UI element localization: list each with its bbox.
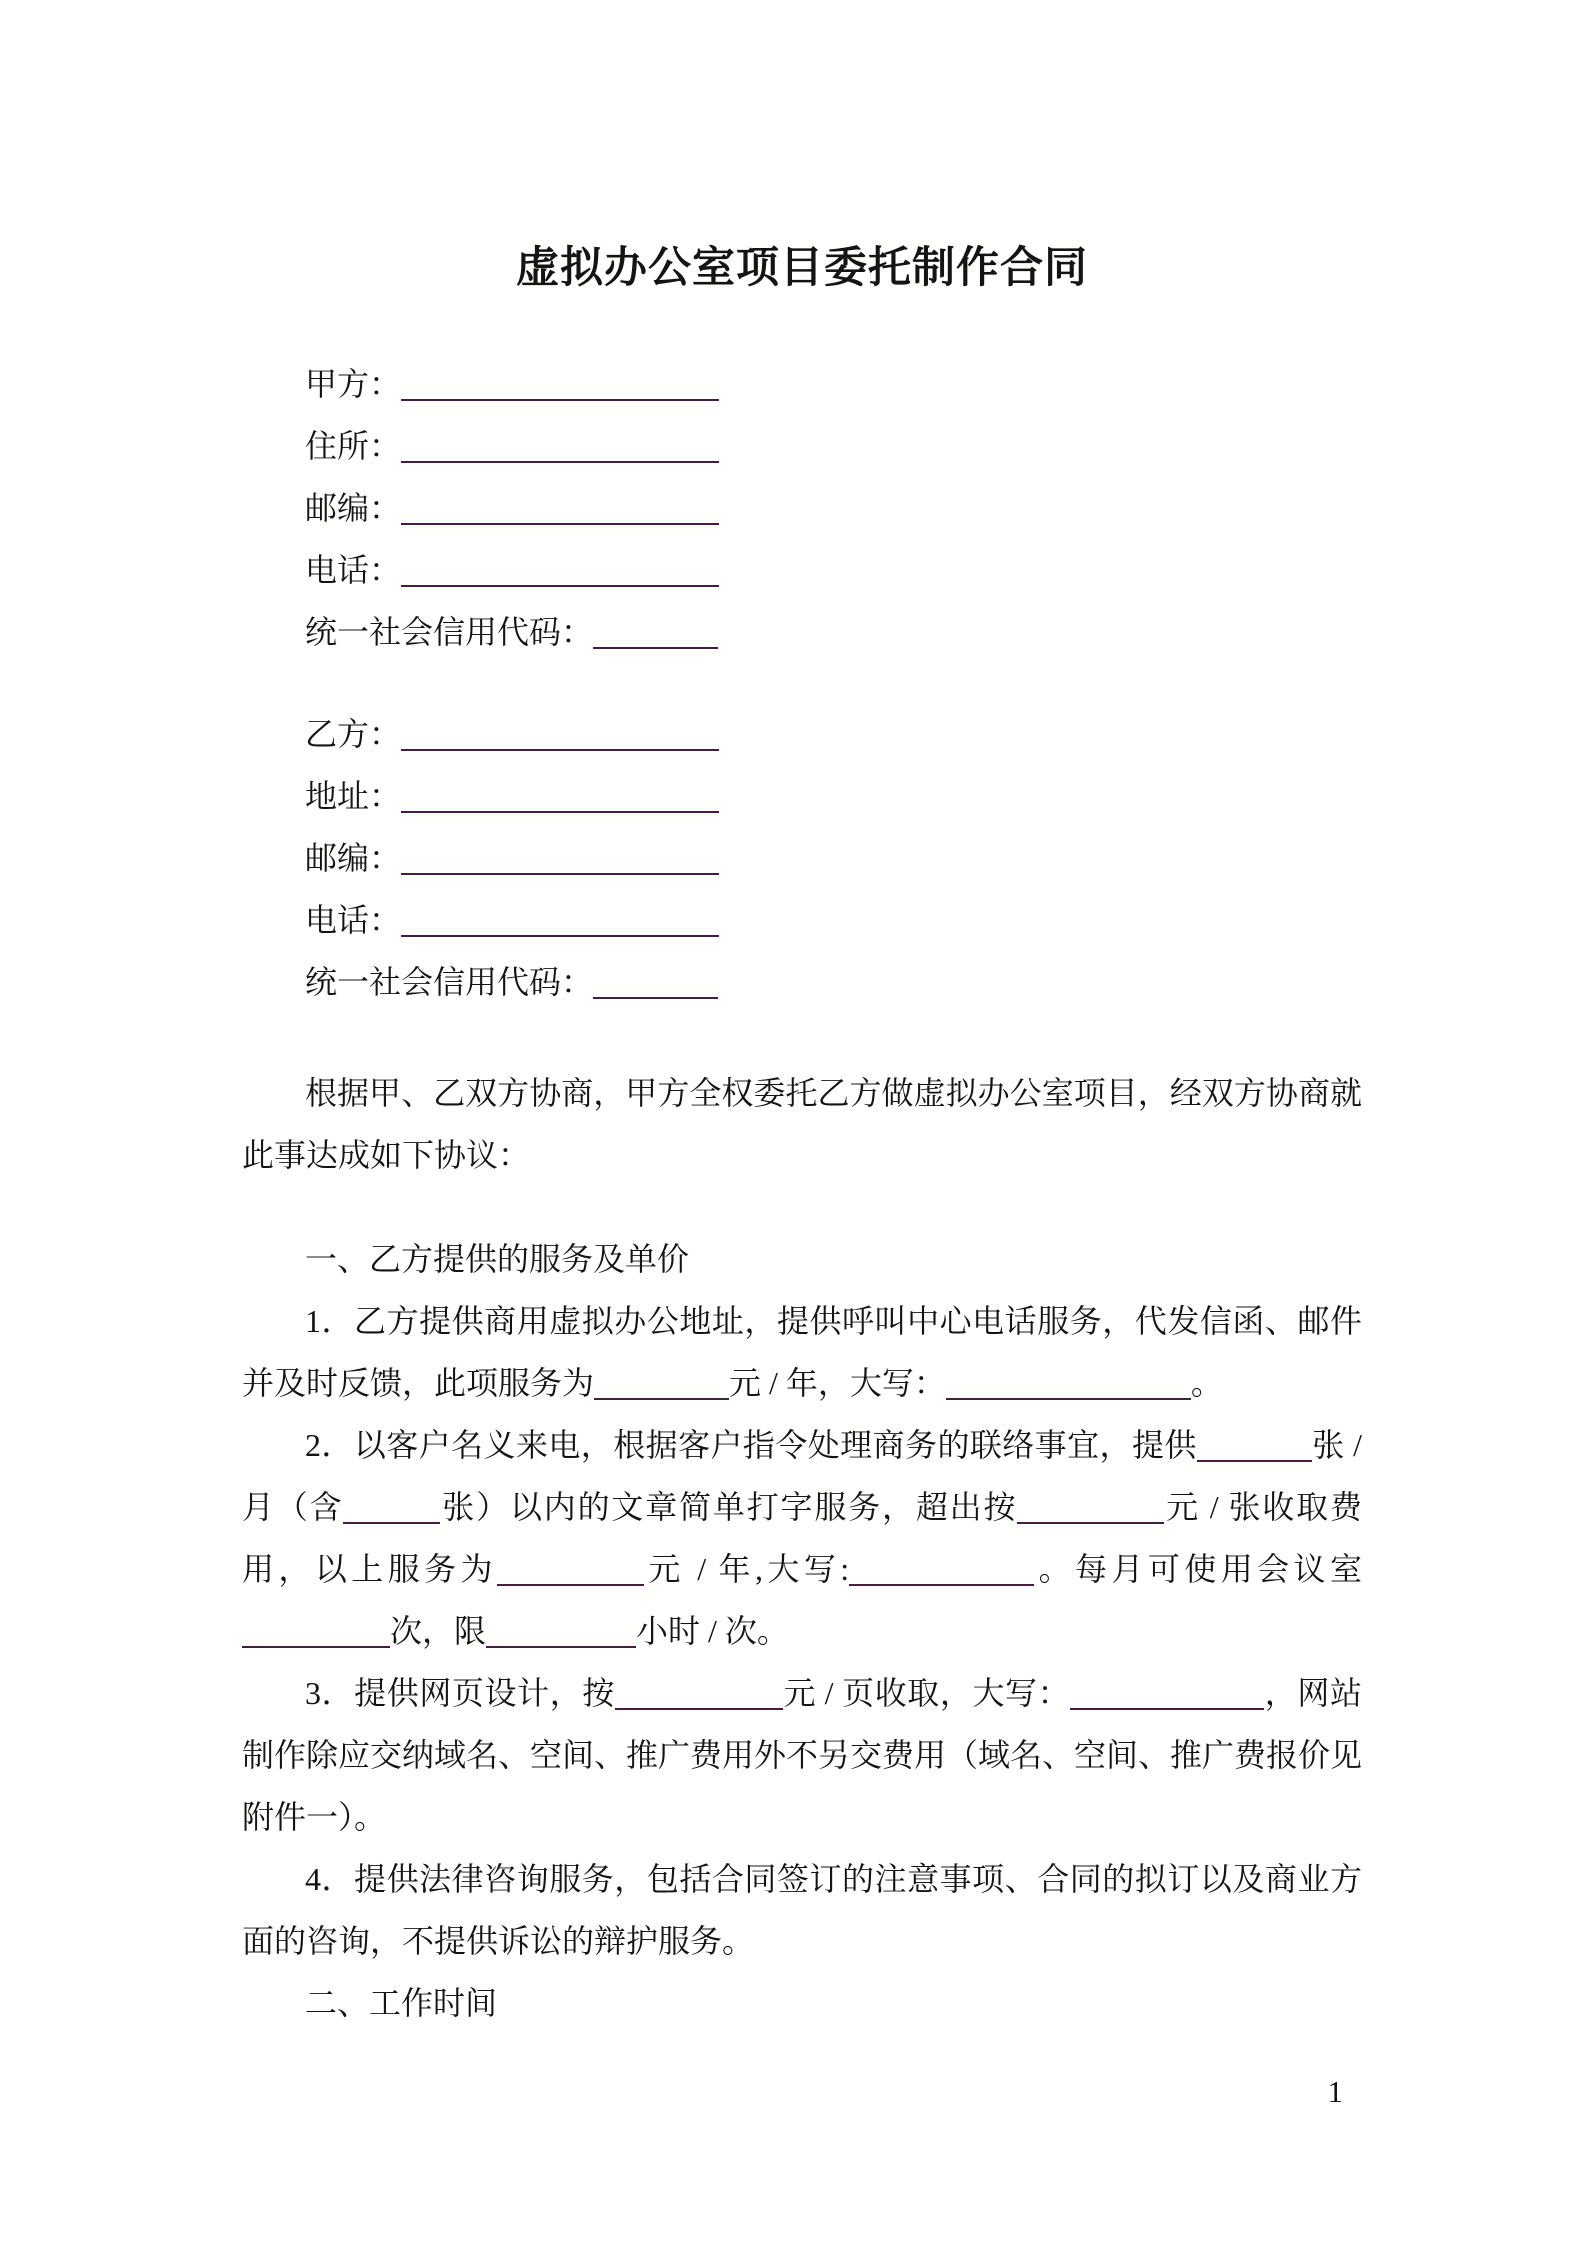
blank-line bbox=[401, 375, 719, 401]
field-label: 电话： bbox=[305, 902, 402, 938]
clause-text: 3．提供网页设计，按 bbox=[305, 1675, 615, 1711]
blank-line bbox=[594, 1374, 729, 1400]
field-label: 统一社会信用代码： bbox=[305, 614, 594, 650]
form-field-row bbox=[242, 353, 1362, 415]
clause-text: 张 / 月（含 bbox=[242, 1427, 1362, 1525]
form-field-row bbox=[242, 827, 1362, 889]
form-field-row bbox=[242, 889, 1362, 951]
clause-1 bbox=[242, 1290, 1362, 1414]
blank-line bbox=[497, 1560, 644, 1586]
blank-line bbox=[593, 623, 718, 649]
blank-line bbox=[401, 911, 719, 937]
field-label: 乙方： bbox=[305, 716, 402, 752]
form-field-row bbox=[242, 415, 1362, 477]
blank-line bbox=[486, 1622, 636, 1648]
section-2-heading: 二、工作时间 bbox=[305, 1985, 498, 2021]
blank-line bbox=[242, 1622, 390, 1648]
blank-line bbox=[401, 725, 719, 751]
party-b-block bbox=[242, 703, 1362, 1013]
blank-line bbox=[1197, 1436, 1312, 1462]
blank-line bbox=[946, 1374, 1191, 1400]
field-label: 地址： bbox=[305, 778, 402, 814]
field-label: 统一社会信用代码： bbox=[305, 964, 594, 1000]
form-field-row bbox=[242, 477, 1362, 539]
clause-4: 4．提供法律咨询服务，包括合同签订的注意事项、合同的拟订以及商业方面的咨询，不提供诉讼的辩护服务。 bbox=[242, 1861, 1362, 1959]
clause-text: 2．以客户名义来电，根据客户指令处理商务的联络事宜，提供 bbox=[305, 1427, 1197, 1463]
blank-line bbox=[401, 499, 719, 525]
clause-text: 元 / 张收取费用，以上服务为 bbox=[242, 1489, 1362, 1587]
clause-text: 1．乙方提供商用虚拟办公地址，提供呼叫中心电话服务，代发信函、邮件并及时反馈，此项服务为 bbox=[242, 1303, 1362, 1401]
clause-text: 元 / 年，大写： bbox=[729, 1365, 946, 1401]
field-label: 甲方： bbox=[305, 366, 402, 402]
field-label: 住所： bbox=[305, 428, 402, 464]
blank-line bbox=[849, 1560, 1034, 1586]
blank-line bbox=[401, 849, 719, 875]
clause-2 bbox=[242, 1414, 1362, 1662]
intro-paragraph: 根据甲、乙双方协商，甲方全权委托乙方做虚拟办公室项目，经双方协商就此事达成如下协议： bbox=[242, 1075, 1362, 1173]
clause-text: ，网站制作除应交纳域名、空间、推广费用外不另交费用（域名、空间、推广费报价见附件一）。 bbox=[242, 1675, 1363, 1835]
blank-line bbox=[1017, 1498, 1164, 1524]
blank-line bbox=[1070, 1684, 1264, 1710]
clause-text: 元 / 年,大写: bbox=[643, 1551, 850, 1587]
blank-line bbox=[401, 437, 719, 463]
field-label: 电话： bbox=[305, 552, 402, 588]
blank-line bbox=[615, 1684, 783, 1710]
clause-text: 。每月可使用会议室 bbox=[1034, 1551, 1362, 1587]
clause-text: 。 bbox=[1190, 1365, 1223, 1401]
form-field-row bbox=[242, 765, 1362, 827]
form-field-row bbox=[242, 539, 1362, 601]
party-a-block bbox=[242, 353, 1362, 663]
form-field-row bbox=[242, 703, 1362, 765]
form-field-row bbox=[242, 601, 1362, 663]
blank-line bbox=[593, 973, 718, 999]
blank-line bbox=[401, 561, 719, 587]
field-label: 邮编： bbox=[305, 840, 402, 876]
form-field-row bbox=[242, 951, 1362, 1013]
page-number: 1 bbox=[1327, 2074, 1343, 2109]
blank-line bbox=[343, 1498, 440, 1524]
clause-text: 张）以内的文章简单打字服务，超出按 bbox=[440, 1489, 1018, 1525]
blank-line bbox=[401, 787, 719, 813]
clause-text: 小时 / 次。 bbox=[636, 1613, 789, 1649]
section-1-heading: 一、乙方提供的服务及单价 bbox=[305, 1241, 690, 1277]
clause-text: 次，限 bbox=[390, 1613, 487, 1649]
document-title: 虚拟办公室项目委托制作合同 bbox=[516, 245, 1088, 292]
field-label: 邮编： bbox=[305, 490, 402, 526]
clause-3 bbox=[242, 1662, 1362, 1848]
clause-text: 元 / 页收取，大写： bbox=[782, 1675, 1071, 1711]
